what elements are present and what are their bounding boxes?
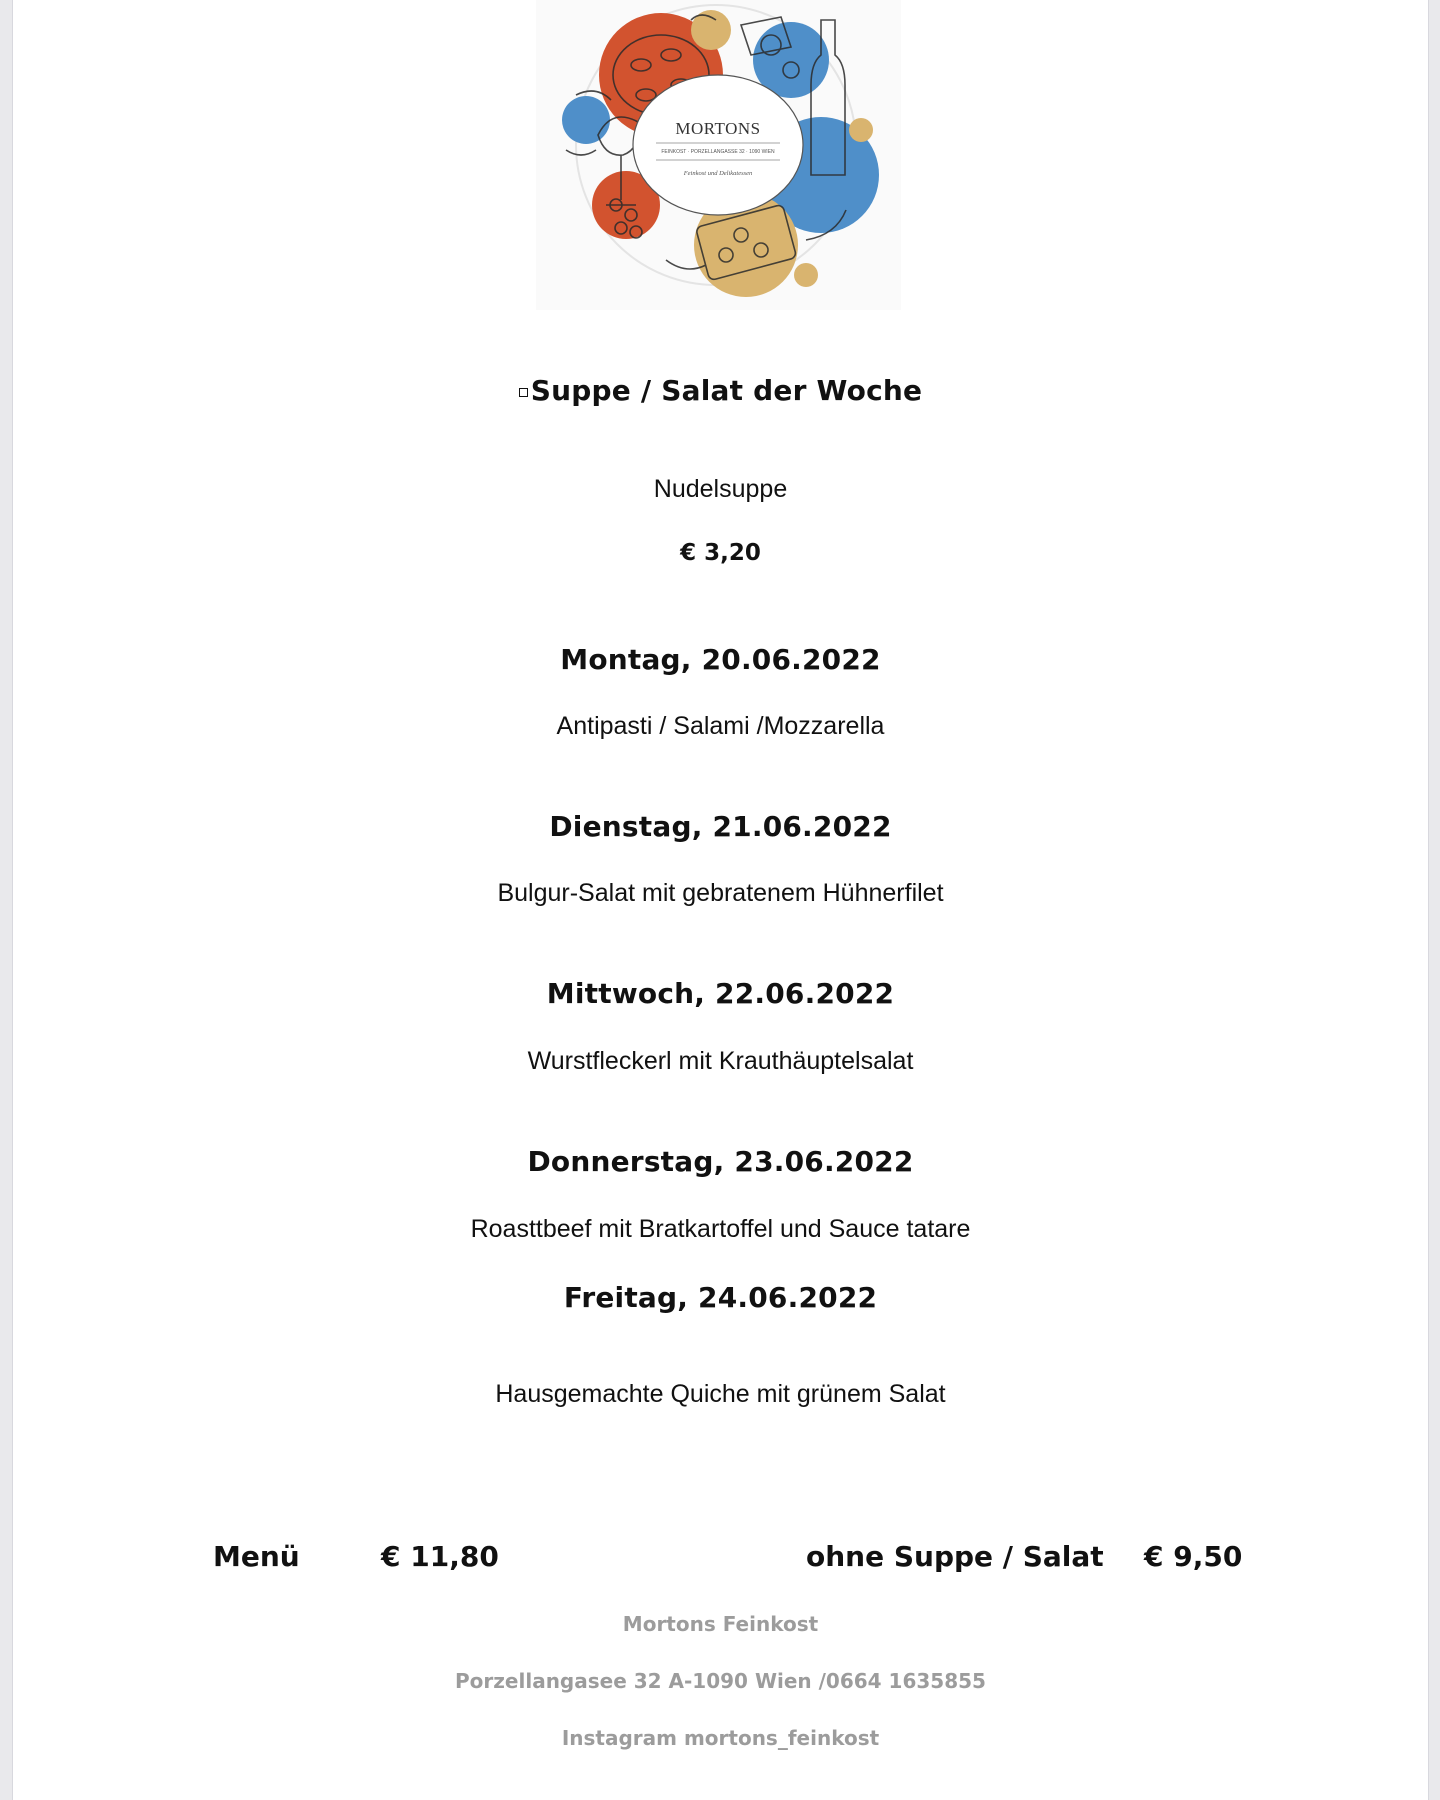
day-heading-wednesday: Mittwoch, 22.06.2022 (546, 977, 895, 1010)
day-dish-friday: Hausgemachte Quiche mit grünem Salat (495, 1380, 946, 1408)
day-dish-tuesday: Bulgur-Salat mit gebratenem Hühnerfilet (497, 879, 944, 907)
soup-of-week-heading (13, 374, 1428, 407)
logo-brand-text: MORTONS (675, 119, 761, 138)
day-dish-thursday: Roasttbeef mit Bratkartoffel und Sauce tatare (470, 1215, 971, 1243)
menu-label: Menü (213, 1540, 300, 1573)
day-heading-friday: Freitag, 24.06.2022 (563, 1281, 878, 1314)
menu-price: € 11,80 (381, 1540, 499, 1573)
contact-name: Mortons Feinkost (622, 1612, 819, 1636)
menu-page (12, 0, 1429, 1800)
contact-address: Porzellangasee 32 A-1090 Wien /0664 1635855 (455, 1669, 986, 1693)
without-soup-label: ohne Suppe / Salat (806, 1540, 1104, 1573)
mortons-logo (536, 0, 901, 310)
day-dish-monday: Antipasti / Salami /Mozzarella (556, 712, 885, 740)
soup-of-week-heading-text: Suppe / Salat der Woche (530, 374, 923, 407)
contact-instagram: Instagram mortons_feinkost (561, 1726, 880, 1750)
day-dish-wednesday: Wurstfleckerl mit Krauthäuptelsalat (527, 1047, 914, 1075)
day-heading-thursday: Donnerstag, 23.06.2022 (527, 1145, 914, 1178)
day-heading-tuesday: Dienstag, 21.06.2022 (549, 810, 892, 843)
logo-tagline-text: FEINKOST · PORZELLANGASSE 32 · 1090 WIEN (661, 149, 775, 155)
soup-of-week-dish: Nudelsuppe (653, 475, 788, 503)
day-heading-monday: Montag, 20.06.2022 (560, 643, 881, 676)
bullet-square-icon (519, 388, 528, 397)
logo-illustration (536, 0, 901, 310)
soup-of-week-price: € 3,20 (680, 540, 761, 566)
without-soup-price: € 9,50 (1144, 1540, 1243, 1573)
logo-script-text: Feinkost und Delikatessen (683, 170, 753, 177)
